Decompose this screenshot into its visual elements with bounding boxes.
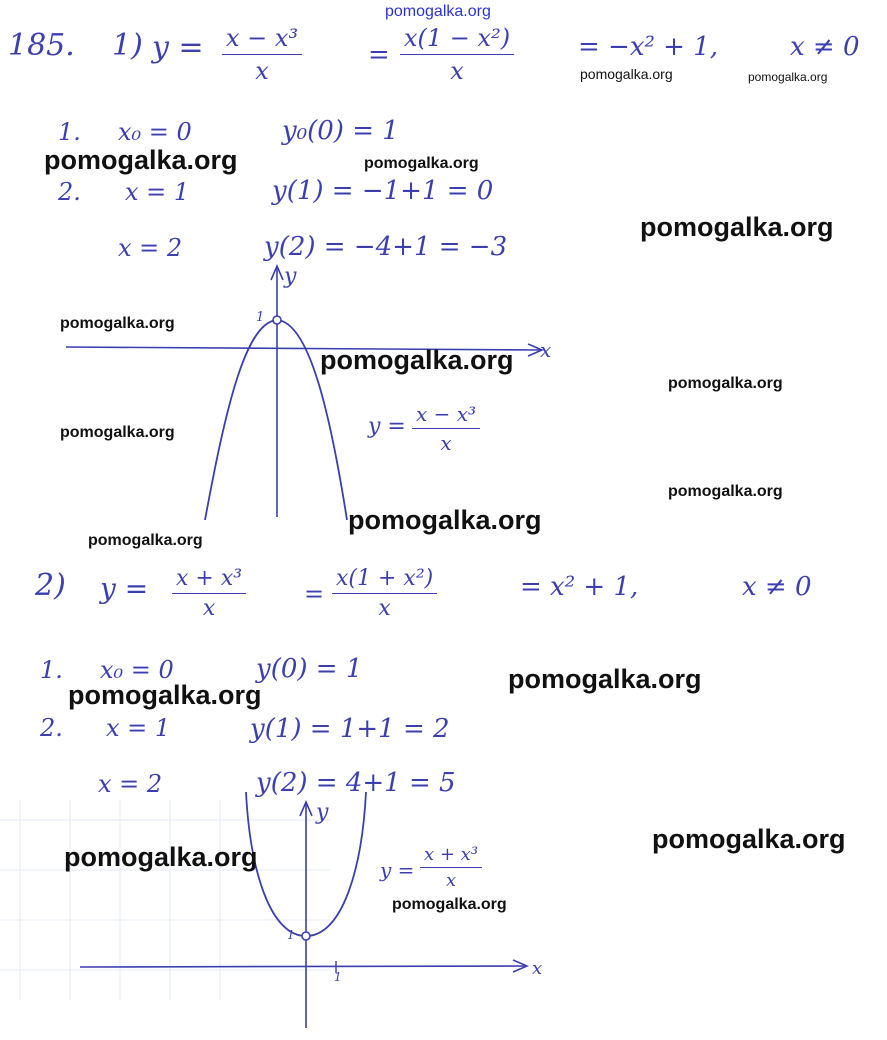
part1-step2-number: 2. [58,178,81,206]
part2-x-axis [80,966,525,967]
part1-label: 1) [112,28,143,63]
part1-graph-fraction-denominator: x [440,431,452,455]
part2-y-equals: y = [100,572,149,605]
part1-fraction-1-denominator: x [255,57,269,85]
part1-equals-1: = [368,40,390,70]
watermark-3: pomogalka.org [44,145,238,175]
part1-graph-fraction-numerator: x − x³ [412,402,480,429]
part1-axis-y-label: y [284,264,297,289]
part1-fraction-1 [222,24,302,85]
watermark-12: pomogalka.org [88,532,203,549]
part1-fraction-2 [400,24,514,85]
part1-step1-y: y₀(0) = 1 [282,116,399,146]
part2-fraction-1-denominator: x [202,596,216,621]
part2-graph-label-y: y = [380,858,415,882]
part2-fraction-2 [332,566,437,621]
part1-step2-y2: y(2) = −4+1 = −3 [264,232,508,262]
part2-graph-fraction-denominator: x [445,870,457,891]
part1-tick-1: 1 [256,310,265,325]
part2-condition: x ≠ 0 [742,572,812,602]
part1-result: = −x² + 1, [578,32,719,62]
part2-graph-fraction [420,844,482,891]
watermark-15: pomogalka.org [64,842,258,872]
part2-step1-number: 1. [40,656,63,684]
part1-axis-x-label: x [540,338,552,362]
watermark-5: pomogalka.org [640,212,834,242]
watermark-9: pomogalka.org [60,424,175,441]
watermark-1: pomogalka.org [580,66,673,82]
watermark-2: pomogalka.org [748,70,828,84]
part1-step1-x: x₀ = 0 [118,118,192,146]
part2-graph [70,790,590,1040]
part1-graph-label-y: y = [368,414,406,439]
part2-fraction-2-denominator: x [378,596,391,621]
part2-axis-x-label: x [532,958,543,979]
part1-step2-x1: x = 1 [125,178,190,206]
watermark-17: pomogalka.org [392,896,507,913]
part1-graph [60,262,620,532]
part2-fraction-1 [172,566,246,621]
watermark-4: pomogalka.org [364,155,479,172]
part2-fraction-2-numerator: x(1 + x²) [332,566,437,594]
part1-step1-number: 1. [58,118,81,146]
part2-hollow-point [302,932,310,940]
part2-tick-x1-label: 1 [334,970,342,984]
part2-step2-y2: y(2) = 4+1 = 5 [256,768,456,798]
watermark-top: pomogalka.org [385,3,491,20]
part2-step2-x2: x = 2 [98,770,163,798]
part2-result: = x² + 1, [520,572,639,602]
part2-step2-number: 2. [40,714,63,742]
part2-step1-x: x₀ = 0 [100,656,174,684]
watermark-10: pomogalka.org [668,483,783,500]
part2-equals-1: = [304,580,325,608]
part1-fraction-1-numerator: x − x³ [222,24,302,55]
watermark-14: pomogalka.org [68,680,262,710]
part1-fraction-2-numerator: x(1 − x²) [400,24,514,55]
part2-fraction-1-numerator: x + x³ [172,566,246,594]
part1-graph-fraction [412,402,480,455]
part2-label: 2) [35,568,66,603]
part2-graph-fraction-numerator: x + x³ [420,844,482,868]
watermark-13: pomogalka.org [508,664,702,694]
part1-condition: x ≠ 0 [790,32,860,62]
watermark-8: pomogalka.org [668,375,783,392]
part2-tick-1: 1 [287,928,295,942]
watermark-7: pomogalka.org [320,345,514,375]
watermark-11: pomogalka.org [348,505,542,535]
watermark-6: pomogalka.org [60,315,175,332]
part1-fraction-2-denominator: x [450,57,464,85]
part1-hollow-point [273,316,281,324]
problem-number: 185. [8,28,75,63]
part2-step2-y1: y(1) = 1+1 = 2 [250,714,450,744]
part1-y-equals: y = [152,30,204,65]
part2-axis-y-label: y [316,800,329,825]
watermark-16: pomogalka.org [652,824,846,854]
part2-step2-x1: x = 1 [106,714,171,742]
part2-step1-y: y(0) = 1 [256,654,363,684]
part1-step2-x2: x = 2 [118,234,183,262]
part1-step2-y1: y(1) = −1+1 = 0 [272,176,494,206]
